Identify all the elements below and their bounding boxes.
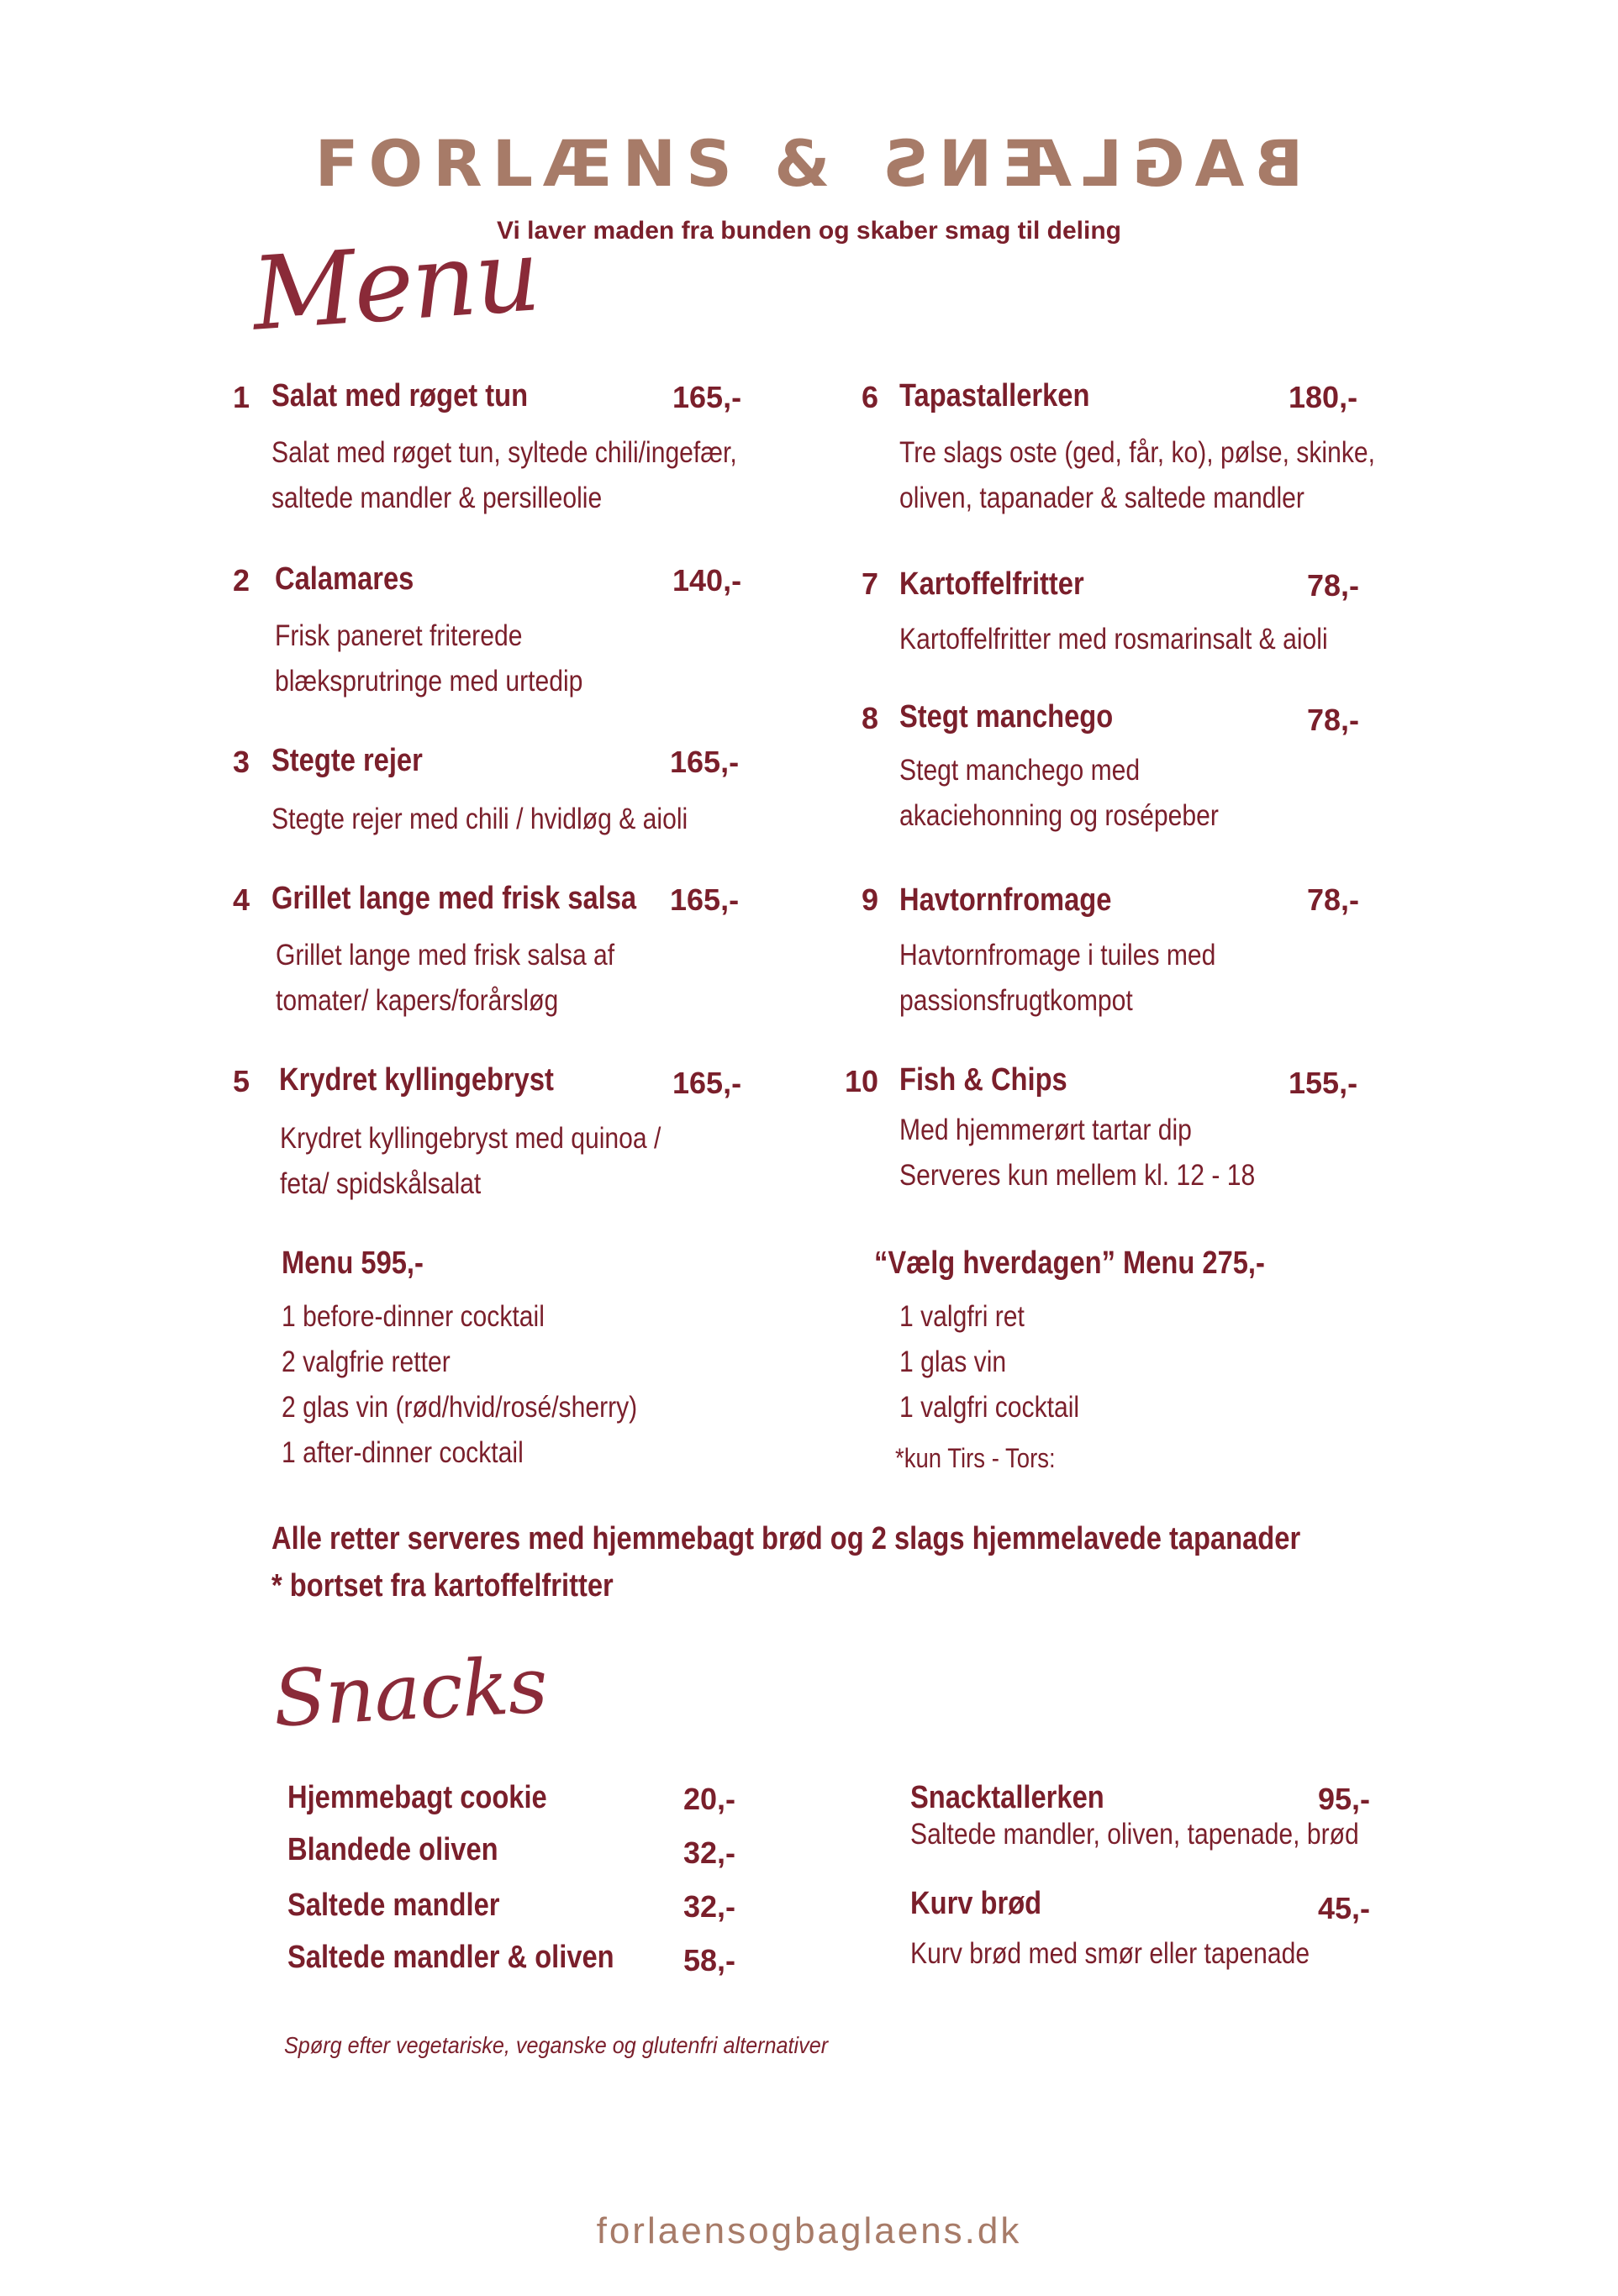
weekday-menu-title: “Vælg hverdagen” Menu 275,- [874, 1245, 1265, 1281]
item-price: 140,- [672, 563, 742, 598]
item-desc: Frisk paneret friterede [275, 619, 523, 652]
item-name: Grillet lange med frisk salsa [271, 881, 637, 916]
item-number: 5 [233, 1064, 250, 1098]
tagline: Vi laver maden fra bunden og skaber smag til deling [497, 217, 1121, 245]
item-price: 78,- [1307, 568, 1360, 603]
weekday-menu-note: *kun Tirs - Tors: [895, 1443, 1056, 1473]
item-desc: saltede mandler & persilleolie [271, 482, 603, 514]
item-desc: tomater/ kapers/forårsløg [276, 984, 559, 1017]
item-number: 4 [233, 882, 250, 917]
brand-logo [0, 126, 1618, 201]
item-name: Calamares [275, 561, 414, 597]
item-desc: Kartoffelfritter med rosmarinsalt & aioli [899, 623, 1328, 656]
item-name: Salat med røget tun [271, 378, 529, 413]
snack-name: Kurv brød [910, 1886, 1042, 1921]
item-price: 78,- [1307, 703, 1360, 737]
dietary-note: Spørg efter vegetariske, veganske og glutenfri alternativer [284, 2032, 829, 2058]
item-price: 165,- [670, 882, 740, 917]
item-desc: Krydret kyllingebryst med quinoa / [280, 1122, 661, 1155]
bread-note-exception: * bortset fra kartoffelfritter [271, 1568, 614, 1604]
snack-name: Blandede oliven [287, 1832, 498, 1867]
set-menu-line: 1 before-dinner cocktail [282, 1300, 545, 1333]
item-number: 1 [233, 380, 250, 414]
item-desc: Serveres kun mellem kl. 12 - 18 [899, 1159, 1256, 1192]
snack-price: 32,- [683, 1889, 736, 1924]
snack-name: Saltede mandler & oliven [287, 1940, 614, 1975]
item-desc: blæksprutringe med urtedip [275, 665, 583, 698]
website-link[interactable]: forlaensogbaglaens.dk [596, 2210, 1022, 2251]
item-desc: Stegte rejer med chili / hvidløg & aioli [271, 803, 688, 835]
item-price: 78,- [1307, 882, 1360, 917]
item-desc: oliven, tapanader & saltede mandler [899, 482, 1304, 514]
item-name: Krydret kyllingebryst [279, 1062, 554, 1098]
item-name: Stegt manchego [899, 699, 1114, 735]
item-number: 8 [862, 701, 879, 735]
item-price: 165,- [670, 745, 740, 779]
item-price: 155,- [1289, 1066, 1358, 1100]
item-desc: Grillet lange med frisk salsa af [276, 939, 615, 972]
brand-right-mirrored: BAGLÆNS [872, 126, 1304, 201]
item-number: 3 [233, 745, 250, 779]
item-number: 10 [845, 1064, 879, 1098]
item-desc: Stegt manchego med [899, 754, 1141, 787]
snack-price: 20,- [683, 1782, 736, 1816]
snacks-title: Snacks [271, 1640, 550, 1745]
snack-name: Snacktallerken [910, 1780, 1104, 1815]
set-menu-line: 1 after-dinner cocktail [282, 1436, 524, 1469]
item-price: 165,- [672, 1066, 742, 1100]
item-number: 9 [862, 882, 879, 917]
set-menu-title: Menu 595,- [282, 1245, 424, 1281]
snack-desc: Kurv brød med smør eller tapenade [910, 1937, 1310, 1970]
bread-note: Alle retter serveres med hjemmebagt brød og 2 slags hjemmelavede tapanader [271, 1521, 1301, 1556]
weekday-menu-line: 1 valgfri cocktail [899, 1391, 1080, 1424]
item-desc: Salat med røget tun, syltede chili/ingefær, [271, 436, 737, 469]
item-price: 180,- [1289, 380, 1358, 414]
item-desc: passionsfrugtkompot [899, 984, 1133, 1017]
snack-price: 95,- [1318, 1782, 1371, 1816]
snack-name: Saltede mandler [287, 1888, 500, 1923]
item-name: Stegte rejer [271, 743, 423, 778]
item-desc: Havtornfromage i tuiles med [899, 939, 1216, 972]
item-number: 6 [862, 380, 879, 414]
set-menu-line: 2 valgfrie retter [282, 1345, 451, 1378]
item-number: 7 [862, 566, 879, 601]
weekday-menu-line: 1 glas vin [899, 1345, 1007, 1378]
item-name: Tapastallerken [899, 378, 1090, 413]
snack-price: 58,- [683, 1943, 736, 1977]
item-name: Kartoffelfritter [899, 566, 1084, 602]
set-menu-line: 2 glas vin (rød/hvid/rosé/sherry) [282, 1391, 638, 1424]
menu-title: Menu [248, 217, 542, 354]
item-name: Fish & Chips [899, 1062, 1067, 1098]
item-desc: Tre slags oste (ged, får, ko), pølse, skinke, [899, 436, 1376, 469]
item-name: Havtornfromage [899, 882, 1112, 918]
item-desc: feta/ spidskålsalat [280, 1167, 482, 1200]
snack-desc: Saltede mandler, oliven, tapenade, brød [910, 1818, 1359, 1851]
item-price: 165,- [672, 380, 742, 414]
snack-price: 45,- [1318, 1891, 1371, 1925]
item-number: 2 [233, 563, 250, 598]
item-desc: Med hjemmerørt tartar dip [899, 1114, 1192, 1146]
brand-left: FORLÆNS & [314, 126, 841, 201]
item-desc: akaciehonning og rosépeber [899, 799, 1219, 832]
snack-price: 32,- [683, 1835, 736, 1870]
snack-name: Hjemmebagt cookie [287, 1780, 547, 1815]
weekday-menu-line: 1 valgfri ret [899, 1300, 1025, 1333]
